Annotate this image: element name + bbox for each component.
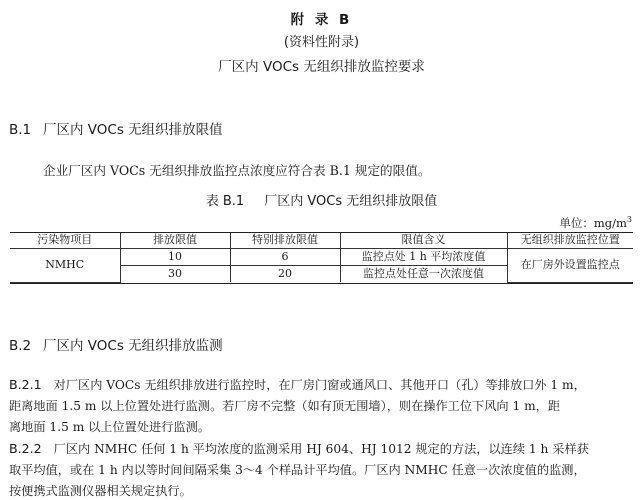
cell-special-limit: 6 bbox=[230, 249, 340, 266]
header-special-limit: 特别排放限值 bbox=[230, 232, 340, 249]
table-unit-label bbox=[559, 215, 632, 231]
clause-b21-text-1: 对厂区内 VOCs 无组织排放进行监控时，在厂房门窗或通风口、其他开口（孔）等排放口外 1 m， bbox=[53, 378, 586, 392]
cell-location: 在厂房外设置监控点 bbox=[507, 249, 633, 283]
appendix-title: 附 录 B bbox=[290, 12, 353, 28]
header-meaning: 限值含义 bbox=[340, 232, 507, 249]
cell-meaning: 监控点处任意一次浓度值 bbox=[340, 266, 507, 283]
table-caption bbox=[0, 190, 643, 209]
clause-b21-line-3: 离地面 1.5 m 以上位置处进行监测。 bbox=[9, 420, 210, 434]
section-b1-number: B.1 bbox=[9, 122, 32, 138]
table-row bbox=[10, 249, 633, 266]
header-pollutant: 污染物项目 bbox=[10, 232, 120, 249]
clause-b22-line-3: 按便携式监测仪器相关规定执行。 bbox=[9, 484, 192, 498]
section-b1-paragraph: 企业厂区内 VOCs 无组织排放监控点浓度应符合表 B.1 规定的限值。 bbox=[43, 163, 431, 178]
clause-b21-line-1 bbox=[9, 376, 586, 393]
table-caption-number: 表 B.1 bbox=[205, 194, 245, 209]
table-unit-text: 单位：mg/m bbox=[559, 216, 627, 230]
table-header-row bbox=[10, 232, 633, 249]
clause-b22-line-1 bbox=[9, 440, 589, 457]
header-limit: 排放限值 bbox=[120, 232, 230, 249]
table-bottom-rule bbox=[10, 283, 633, 284]
section-b2-heading bbox=[9, 334, 223, 354]
clause-b22-line-2: 取平均值，或在 1 h 内以等时间间隔采集 3～4 个样品计平均值。厂区内 NMHC 任意一次浓度值的监测， bbox=[9, 463, 586, 477]
clause-b22-number: B.2.2 bbox=[9, 441, 42, 456]
appendix-subject: 厂区内 VOCs 无组织排放监控要求 bbox=[218, 59, 425, 75]
section-b2-title: 厂区内 VOCs 无组织排放监测 bbox=[43, 338, 223, 354]
section-b2-number: B.2 bbox=[9, 338, 32, 354]
header-location: 无组织排放监控位置 bbox=[507, 232, 633, 249]
section-b1-title: 厂区内 VOCs 无组织排放限值 bbox=[43, 122, 223, 138]
section-b1-heading bbox=[9, 118, 223, 138]
table-caption-title: 厂区内 VOCs 无组织排放限值 bbox=[264, 194, 438, 209]
table-unit-superscript: 3 bbox=[626, 215, 632, 225]
clause-b21-line-2: 距离地面 1.5 m 以上位置处进行监测。若厂房不完整（如有顶无围墙），则在操作工位下风向 1 m，距 bbox=[9, 399, 561, 413]
appendix-note: (资料性附录) bbox=[283, 35, 360, 50]
cell-meaning: 监控点处 1 h 平均浓度值 bbox=[340, 249, 507, 266]
limits-table bbox=[10, 232, 633, 283]
cell-limit: 10 bbox=[120, 249, 230, 266]
clause-b22-text-1: 厂区内 NMHC 任何 1 h 平均浓度的监测采用 HJ 604、HJ 1012 规定的方法，以连续 1 h 采样获 bbox=[53, 442, 589, 456]
clause-b21-number: B.2.1 bbox=[9, 377, 42, 392]
table-top-rule bbox=[10, 232, 633, 233]
cell-special-limit: 20 bbox=[230, 266, 340, 283]
cell-limit: 30 bbox=[120, 266, 230, 283]
cell-pollutant: NMHC bbox=[10, 249, 120, 283]
